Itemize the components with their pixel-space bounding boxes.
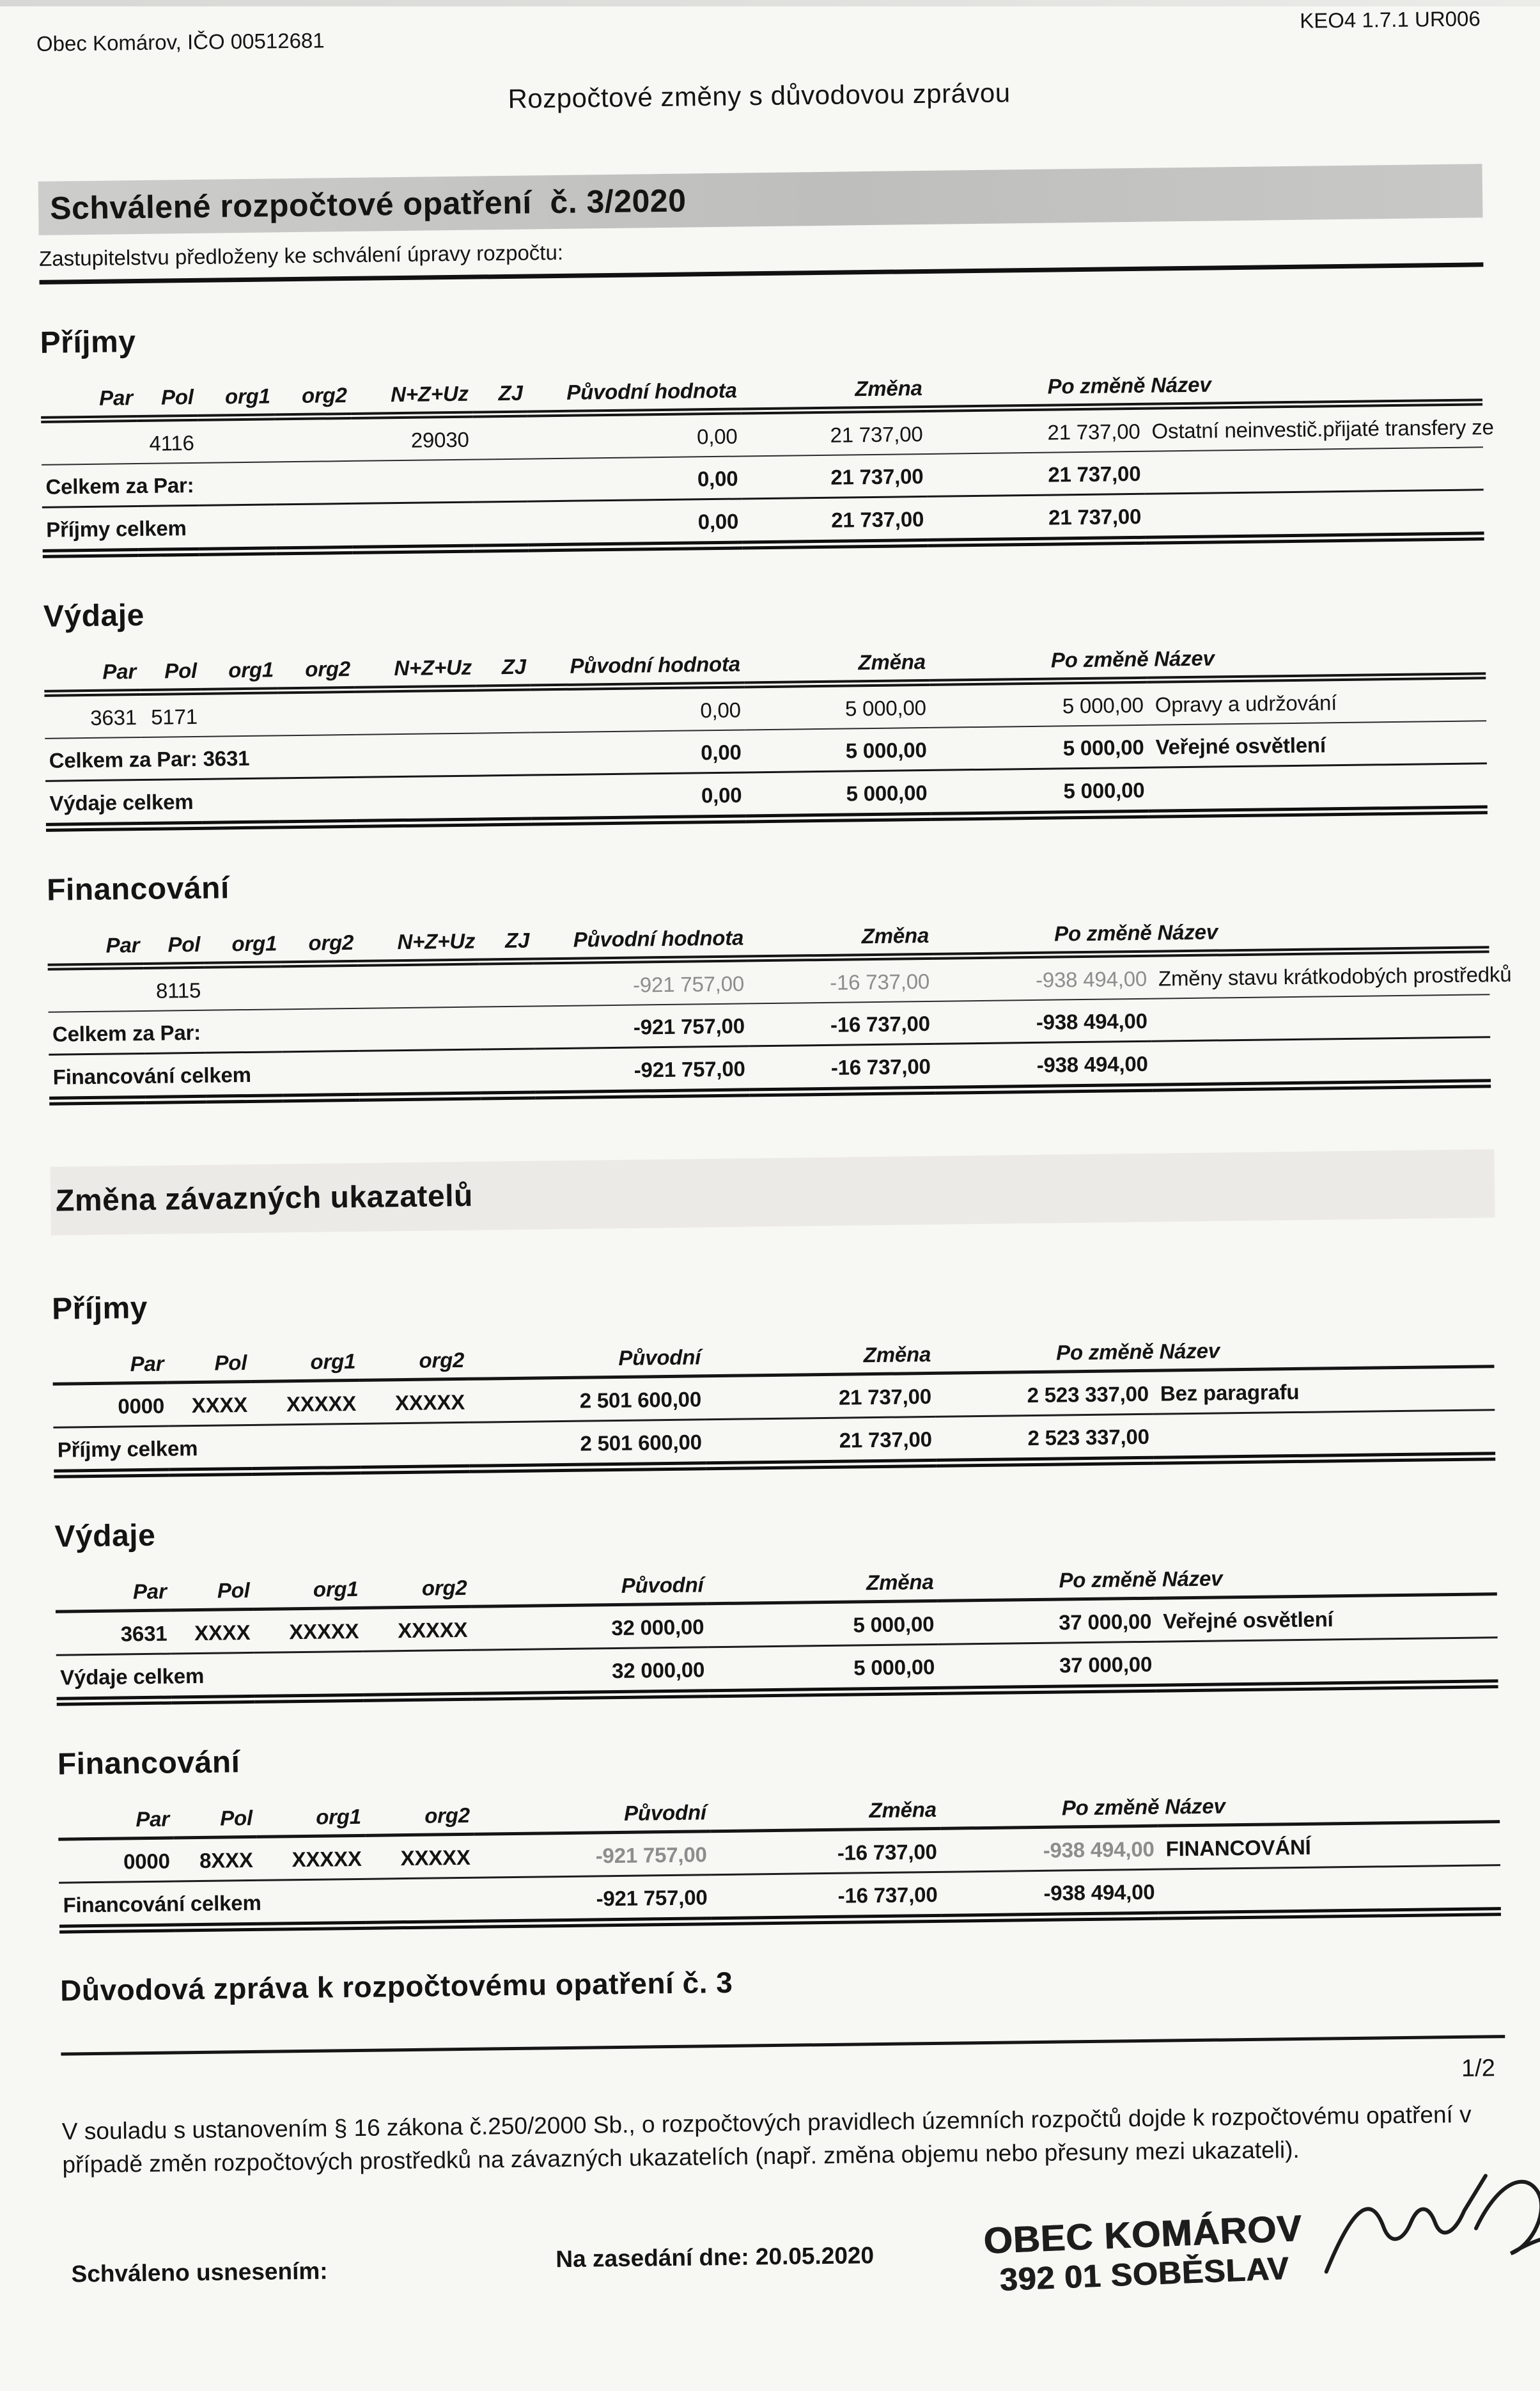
cell-par [48, 966, 144, 1012]
report-body-text: V souladu s ustanovením § 16 zákona č.250/2000 Sb., o rozpočtových pravidlech územních rozpočtů dojde k rozpočtovému opatření v případě změn rozpočtových prostředků na závazných ukazatelích (např. změna objemu nebo přesuny mezi ukazateli). [61, 2101, 1472, 2178]
col-header-pozmene-nazev: Po změně Název [933, 907, 1489, 956]
cell-pozmene: 2 523 337,00 [935, 1370, 1153, 1416]
col-header-org1: org1 [201, 648, 278, 691]
cell-zmena: 21 737,00 [705, 1416, 936, 1466]
cell-pozmene: 37 000,00 [938, 1642, 1156, 1691]
report-heading: Důvodová zpráva k rozpočtovému opatření č. 3 [59, 1965, 733, 2007]
col-header-puvodni: Původní hodnota [530, 642, 745, 687]
cell-zmena: 21 737,00 [742, 454, 928, 499]
table-prijmy-1 [40, 359, 1494, 558]
col-header-zj: ZJ [472, 372, 527, 415]
banner-title: Schválené rozpočtové opatření č. 3/2020 [49, 182, 687, 226]
total-label: Financování celkem [59, 1878, 475, 1929]
table-vydaje-2 [55, 1553, 1498, 1706]
section-heading-prijmy-2: Příjmy [51, 1290, 148, 1326]
col-header-nzuz: N+Z+Uz [357, 920, 479, 964]
cell-puvodni: 2 501 600,00 [469, 1420, 706, 1469]
software-version: KEO4 1.7.1 UR006 [1299, 6, 1481, 33]
cell-nazev [1156, 1638, 1498, 1688]
col-header-par: Par [44, 650, 141, 693]
cell-org2: XXXXX [362, 1606, 472, 1651]
col-header-zj: ZJ [479, 919, 534, 962]
col-header-pozmene-nazev: Po změně Název [940, 1781, 1500, 1828]
subtotal-label: Celkem za Par: [42, 459, 528, 508]
cell-zmena: -16 737,00 [748, 956, 934, 1003]
col-header-org1: org1 [253, 1567, 362, 1610]
cell-nzuz: 29030 [351, 414, 473, 461]
cell-nazev [1145, 490, 1484, 540]
page-number: 1/2 [1461, 2055, 1496, 2082]
cell-puvodni: 0,00 [531, 772, 746, 822]
col-header-pozmene-nazev: Po změně Název [926, 359, 1482, 409]
table-prijmy-2 [52, 1326, 1495, 1478]
cell-org2 [274, 416, 352, 462]
cell-pozmene: 5 000,00 [930, 725, 1148, 771]
binding-indicators-heading: Změna závazných ukazatelů [55, 1179, 474, 1218]
cell-nazev: Veřejné osvětlení [1147, 721, 1487, 767]
cell-nzuz [354, 688, 476, 735]
cell-zmena: 5 000,00 [708, 1644, 939, 1693]
section-heading-vydaje-1: Výdaje [43, 598, 145, 634]
cell-zj [479, 961, 534, 1007]
col-header-zmena: Změna [704, 1333, 935, 1376]
col-header-org1: org1 [251, 1340, 360, 1382]
org-identifier: Obec Komárov, IČO 00512681 [36, 28, 325, 56]
cell-org1: XXXXX [256, 1835, 366, 1880]
cell-nazev [1153, 1410, 1495, 1461]
stamp-line1: OBEC KOMÁROV [983, 2207, 1303, 2262]
cell-nazev: Veřejné osvětlení [1155, 1594, 1498, 1642]
page-header [36, 6, 1481, 56]
col-header-par: Par [55, 1570, 171, 1612]
cell-nazev [1151, 994, 1490, 1041]
banner-subtitle: Zastupitelstvu předloženy ke schválení úpravy rozpočtu: [38, 240, 564, 270]
section-heading-financovani-2: Financování [57, 1745, 240, 1782]
total-label: Výdaje celkem [56, 1650, 472, 1701]
table-vydaje-1 [44, 633, 1488, 832]
cell-org2 [277, 689, 355, 735]
page-bottom [61, 2035, 1505, 2100]
cell-pol: 4116 [137, 418, 198, 464]
approved-by-label: Schváleno usnesením: [71, 2257, 328, 2287]
col-header-pol: Pol [136, 375, 198, 419]
cell-puvodni: 32 000,00 [471, 1604, 708, 1650]
cell-nazev [1144, 447, 1484, 494]
col-header-pol: Pol [143, 923, 205, 966]
col-header-org2: org2 [359, 1338, 469, 1381]
cell-zmena: 5 000,00 [745, 770, 931, 819]
cell-puvodni: -921 757,00 [534, 1046, 749, 1095]
cell-puvodni: 0,00 [527, 411, 742, 459]
col-header-par: Par [58, 1798, 174, 1840]
cell-org2: XXXXX [360, 1379, 469, 1423]
cell-par: 0000 [53, 1383, 169, 1427]
session-date-label: Na zasedání dne: 20.05.2020 [556, 2241, 875, 2272]
col-header-puvodni: Původní hodnota [533, 916, 748, 961]
document-title: Rozpočtové změny s důvodovou zprávou [508, 77, 1011, 114]
scanned-sheet [36, 6, 1512, 2298]
cell-zmena: -16 737,00 [710, 1828, 941, 1874]
cell-org1 [198, 417, 275, 463]
cell-org1 [205, 964, 282, 1010]
cell-puvodni: -921 757,00 [474, 1831, 711, 1878]
col-header-zmena: Změna [710, 1788, 940, 1831]
cell-nazev: Změny stavu krátkodobých prostředků [1151, 950, 1490, 999]
cell-nazev [1158, 1865, 1501, 1916]
cell-org1: XXXXX [254, 1608, 363, 1652]
cell-pozmene: 5 000,00 [929, 680, 1147, 728]
cell-org1 [201, 691, 278, 737]
cell-org1: XXXXX [251, 1380, 361, 1425]
col-header-pol: Pol [170, 1569, 254, 1610]
cell-org2 [281, 963, 359, 1009]
cell-pol: XXXX [171, 1609, 254, 1654]
col-header-org2: org2 [274, 373, 351, 417]
section-heading-financovani-1: Financování [46, 871, 230, 907]
total-label: Financování celkem [49, 1049, 535, 1101]
cell-pol: 5171 [140, 691, 201, 737]
col-header-zmena: Změna [747, 914, 933, 959]
bottom-rule [61, 2035, 1505, 2056]
cell-zmena: 21 737,00 [705, 1373, 936, 1419]
cell-pol: 8115 [144, 965, 205, 1011]
signature [1316, 2163, 1540, 2294]
col-header-puvodni: Původní [473, 1791, 710, 1834]
col-header-par: Par [47, 923, 144, 967]
cell-pozmene: -938 494,00 [933, 953, 1151, 1001]
approval-footer [63, 2207, 1509, 2391]
cell-zmena: -16 737,00 [749, 1044, 935, 1092]
cell-pozmene: -938 494,00 [934, 1041, 1152, 1090]
cell-puvodni: -921 757,00 [474, 1875, 712, 1924]
cell-zmena: -16 737,00 [711, 1872, 942, 1921]
cell-nazev: Ostatní neinvestič.přijaté transfery ze [1144, 402, 1483, 451]
binding-indicators-band [50, 1149, 1495, 1235]
cell-nazev [1151, 1037, 1491, 1088]
cell-pol: 8XXX [173, 1837, 257, 1881]
cell-par: 3631 [44, 693, 141, 739]
cell-puvodni: 0,00 [530, 685, 745, 733]
col-header-org2: org2 [364, 1794, 474, 1836]
col-header-nzuz: N+Z+Uz [354, 646, 476, 690]
col-header-zmena: Změna [740, 366, 926, 411]
subtotal-label: Celkem za Par: 3631 [45, 733, 531, 781]
cell-nazev: Opravy a udržování [1147, 676, 1486, 725]
col-header-org1: org1 [256, 1795, 366, 1837]
cell-zmena: 5 000,00 [744, 682, 930, 730]
cell-zj [472, 414, 527, 460]
cell-zj [476, 687, 531, 733]
cell-pozmene: 21 737,00 [926, 406, 1144, 454]
cell-pozmene: -938 494,00 [941, 1869, 1159, 1918]
cell-zmena: 21 737,00 [742, 496, 928, 545]
cell-pol: XXXX [168, 1381, 252, 1426]
cell-zmena: -16 737,00 [748, 1001, 934, 1046]
total-label: Příjmy celkem [42, 501, 529, 554]
col-header-pol: Pol [173, 1796, 257, 1838]
col-header-org2: org2 [281, 921, 358, 964]
col-header-zj: ZJ [476, 645, 531, 689]
col-header-org1: org1 [197, 374, 274, 418]
col-header-pol: Pol [140, 649, 201, 693]
approved-measure-banner [38, 164, 1483, 235]
cell-pozmene: 2 523 337,00 [935, 1414, 1153, 1463]
col-header-puvodni: Původní [471, 1563, 708, 1606]
total-label: Výdaje celkem [45, 775, 532, 827]
col-header-org1: org1 [204, 921, 281, 965]
cell-zmena: 5 000,00 [745, 728, 931, 772]
cell-puvodni: 32 000,00 [472, 1647, 709, 1697]
cell-par [41, 419, 137, 465]
col-header-zmena: Změna [707, 1560, 938, 1604]
section-heading-prijmy-1: Příjmy [40, 325, 136, 360]
cell-nazev [1148, 764, 1488, 814]
cell-puvodni: 0,00 [527, 456, 742, 501]
table-financovani-2 [58, 1781, 1501, 1934]
cell-pozmene: 21 737,00 [927, 451, 1145, 497]
col-header-zmena: Změna [744, 640, 930, 685]
cell-puvodni: 0,00 [531, 730, 745, 775]
stamp-line2: 392 01 SOBĚSLAV [999, 2250, 1290, 2298]
col-header-pozmene-nazev: Po změně Název [935, 1326, 1495, 1373]
cell-pozmene: -938 494,00 [940, 1826, 1158, 1872]
cell-pozmene: 5 000,00 [931, 767, 1149, 817]
cell-puvodni: -921 757,00 [534, 959, 749, 1007]
cell-nazev: FINANCOVÁNÍ [1158, 1822, 1500, 1870]
cell-par: 0000 [58, 1838, 174, 1883]
cell-org2: XXXXX [365, 1834, 474, 1879]
cell-pozmene: 21 737,00 [928, 494, 1146, 543]
cell-puvodni: -921 757,00 [534, 1003, 749, 1049]
cell-zmena: 5 000,00 [708, 1601, 938, 1647]
cell-pozmene: 37 000,00 [938, 1598, 1156, 1644]
col-header-nzuz: N+Z+Uz [350, 372, 472, 416]
municipality-stamp [983, 2208, 1304, 2298]
cell-puvodni: 0,00 [528, 499, 743, 548]
col-header-puvodni: Původní [468, 1335, 705, 1379]
col-header-org2: org2 [277, 647, 355, 691]
subtotal-label: Celkem za Par: [49, 1007, 535, 1055]
total-label: Příjmy celkem [53, 1422, 469, 1473]
cell-nzuz [358, 962, 480, 1008]
table-financovani-1 [47, 907, 1512, 1106]
cell-nazev: Bez paragrafu [1152, 1367, 1495, 1415]
cell-puvodni: 2 501 600,00 [469, 1376, 706, 1423]
col-header-par: Par [52, 1342, 168, 1384]
col-header-par: Par [40, 376, 137, 419]
col-header-pozmene-nazev: Po změně Název [929, 633, 1486, 682]
section-heading-vydaje-2: Výdaje [54, 1518, 156, 1554]
cell-par: 3631 [56, 1610, 171, 1655]
cell-zmena: 21 737,00 [741, 409, 927, 456]
col-header-pol: Pol [167, 1341, 251, 1383]
cell-pozmene: -938 494,00 [933, 999, 1151, 1044]
col-header-org2: org2 [362, 1566, 471, 1608]
col-header-pozmene-nazev: Po změně Název [937, 1553, 1497, 1601]
col-header-puvodni: Původní hodnota [526, 368, 741, 414]
